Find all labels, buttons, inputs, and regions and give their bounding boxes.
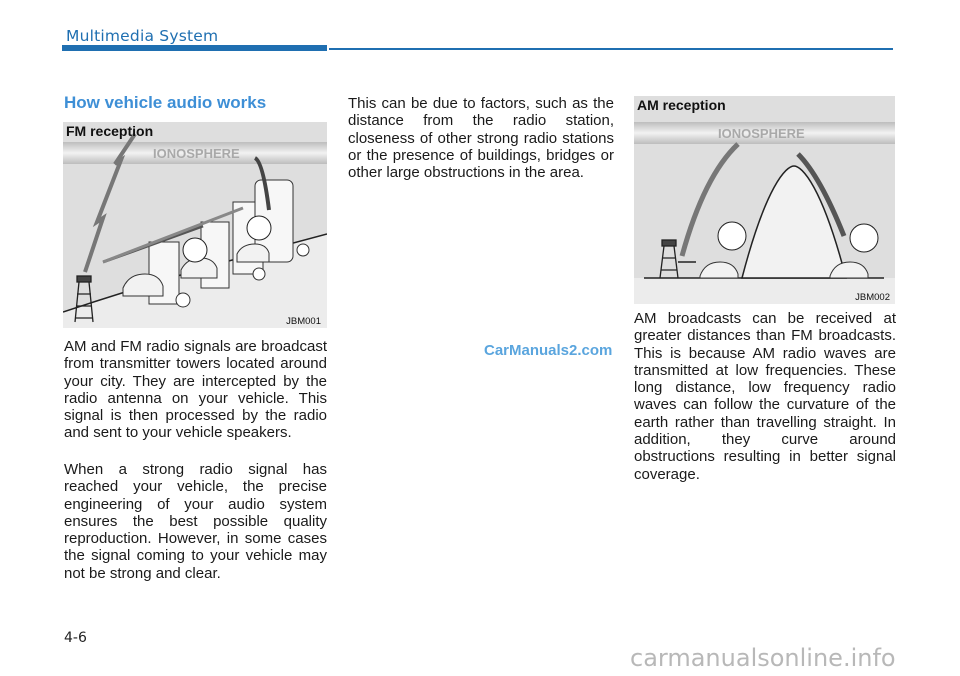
fm-reception-illustration	[63, 122, 327, 328]
header-section-title: Multimedia System	[66, 27, 219, 45]
am-reception-illustration	[634, 96, 895, 304]
page-number: 4-6	[64, 630, 87, 646]
section-heading: How vehicle audio works	[64, 93, 267, 112]
fm-ionosphere-label: IONOSPHERE	[153, 146, 240, 161]
header-rule-thin	[329, 48, 893, 50]
fm-figure-code: JBM001	[286, 316, 321, 327]
am-reception-figure	[634, 96, 895, 304]
am-info-paragraph: AM broadcasts can be received at greater distances than FM broadcasts. This is because AM radio waves are transmitted at low frequencies. These long distance, low frequency radio waves can follow the curvature of the earth rather than travelling straight. In addition, they curve around obstructions resulting in better signal coverage.	[634, 310, 896, 483]
footer-site-watermark: carmanualsonline.info	[630, 644, 896, 672]
fm-figure-title: FM reception	[66, 123, 154, 139]
am-figure-title: AM reception	[637, 97, 726, 113]
watermark-link[interactable]: CarManuals2.com	[484, 342, 613, 359]
am-ionosphere-label: IONOSPHERE	[718, 126, 805, 141]
am-figure-code: JBM002	[855, 292, 890, 303]
strong-signal-paragraph: When a strong radio signal has reached your vehicle, the precise engineering of your audio system ensures the best possible quality reproduction. However, in some cases the signal coming to your vehicle may not be strong and clear.	[64, 461, 327, 582]
header-rule-thick	[62, 45, 327, 51]
fm-reception-figure	[63, 122, 327, 328]
fm-intro-paragraph: AM and FM radio signals are broadcast from transmitter towers located around your city. They are intercepted by the radio antenna on your vehicle. This signal is then processed by the radio and sent to your vehicle speakers.	[64, 338, 327, 442]
factors-paragraph: This can be due to factors, such as the distance from the radio station, closeness of other strong radio stations or the presence of buildings, bridges or other large obstructions in the area.	[348, 95, 614, 182]
